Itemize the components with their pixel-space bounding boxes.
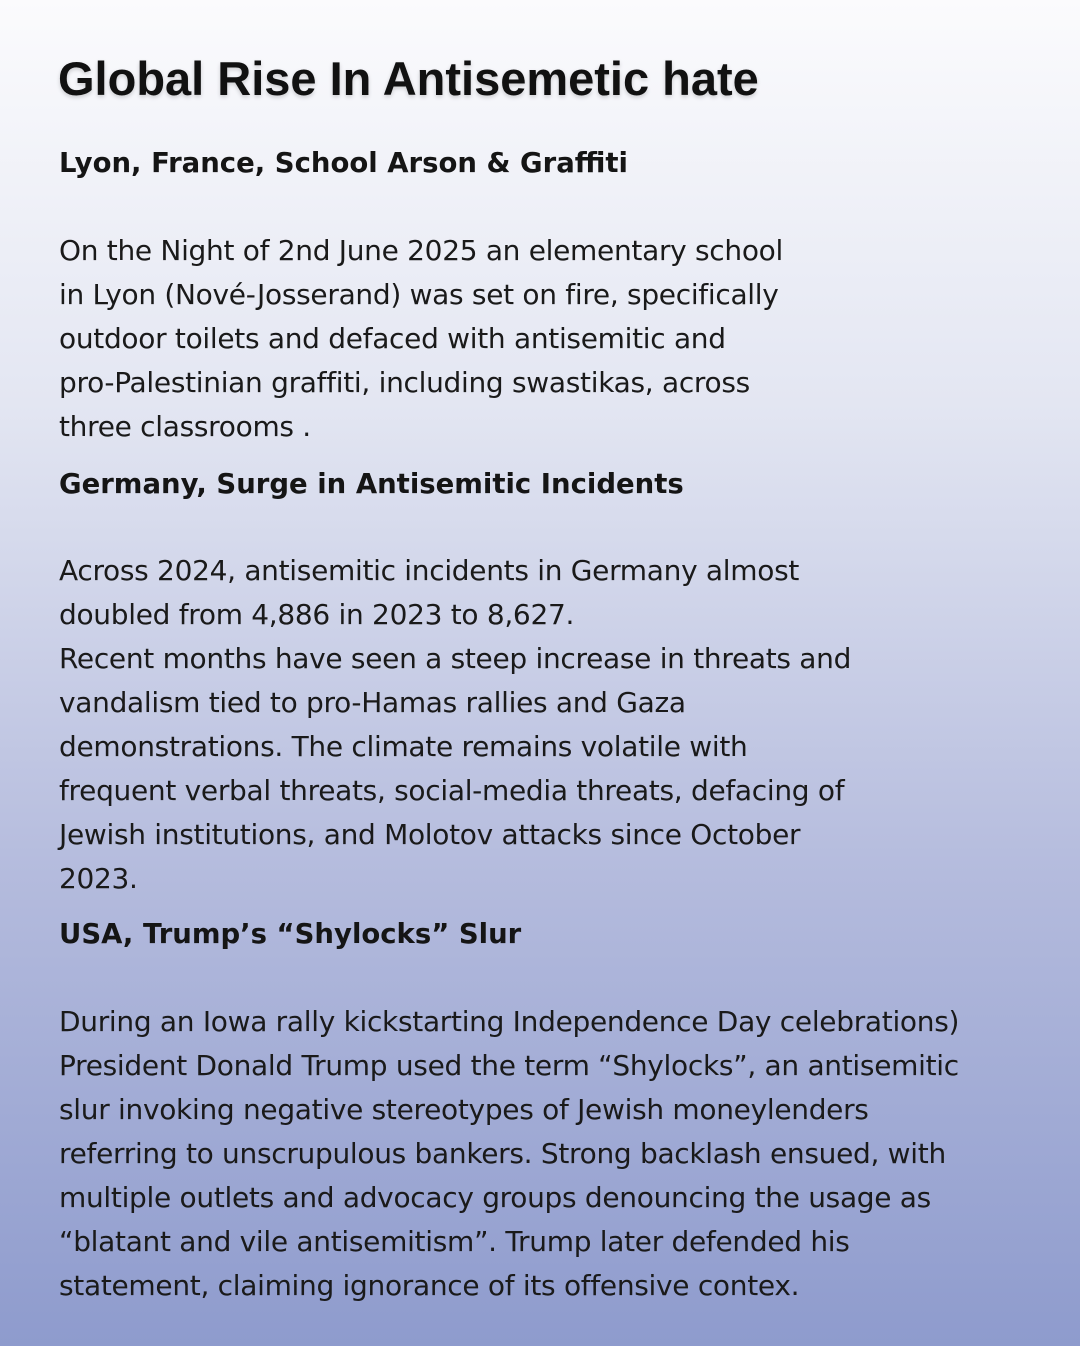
paragraph-line: Jewish institutions, and Molotov attacks since October bbox=[59, 818, 801, 851]
paragraph-line: frequent verbal threats, social-media threats, defacing of bbox=[59, 774, 845, 807]
section-body-usa bbox=[59, 1000, 959, 1308]
paragraph-line: outdoor toilets and defaced with antisemitic and bbox=[59, 322, 726, 355]
section-heading-germany: Germany, Surge in Antisemitic Incidents bbox=[59, 468, 684, 500]
paragraph-line: three classrooms . bbox=[59, 410, 311, 443]
paragraph-line: doubled from 4,886 in 2023 to 8,627. bbox=[59, 598, 575, 631]
paragraph-line: slur invoking negative stereotypes of Jewish moneylenders bbox=[59, 1093, 869, 1126]
paragraph-line: vandalism tied to pro-Hamas rallies and Gaza bbox=[59, 686, 686, 719]
section-heading-usa: USA, Trump’s “Shylocks” Slur bbox=[59, 918, 522, 950]
page-title: Global Rise In Antisemetic hate bbox=[58, 52, 759, 105]
section-body-lyon bbox=[59, 229, 783, 449]
paragraph-line: pro-Palestinian graffiti, including swastikas, across bbox=[59, 366, 750, 399]
paragraph-line: 2023. bbox=[59, 862, 138, 895]
paragraph-line: statement, claiming ignorance of its offensive contex. bbox=[59, 1269, 800, 1302]
paragraph-line: Across 2024, antisemitic incidents in Germany almost bbox=[59, 554, 800, 587]
paragraph-line: President Donald Trump used the term “Shylocks”, an antisemitic bbox=[59, 1049, 959, 1082]
paragraph-line: referring to unscrupulous bankers. Strong backlash ensued, with bbox=[59, 1137, 946, 1170]
paragraph-line: demonstrations. The climate remains volatile with bbox=[59, 730, 748, 763]
paragraph-line: Recent months have seen a steep increase in threats and bbox=[59, 642, 852, 675]
paragraph-line: On the Night of 2nd June 2025 an elementary school bbox=[59, 234, 783, 267]
paragraph-line: multiple outlets and advocacy groups denouncing the usage as bbox=[59, 1181, 931, 1214]
section-body-germany bbox=[59, 549, 851, 901]
paragraph-line: During an Iowa rally kickstarting Independence Day celebrations) bbox=[59, 1005, 960, 1038]
paragraph-line: “blatant and vile antisemitism”. Trump later defended his bbox=[59, 1225, 850, 1258]
paragraph-line: in Lyon (Nové-Josserand) was set on fire, specifically bbox=[59, 278, 779, 311]
section-heading-lyon: Lyon, France, School Arson & Graffiti bbox=[59, 147, 628, 179]
